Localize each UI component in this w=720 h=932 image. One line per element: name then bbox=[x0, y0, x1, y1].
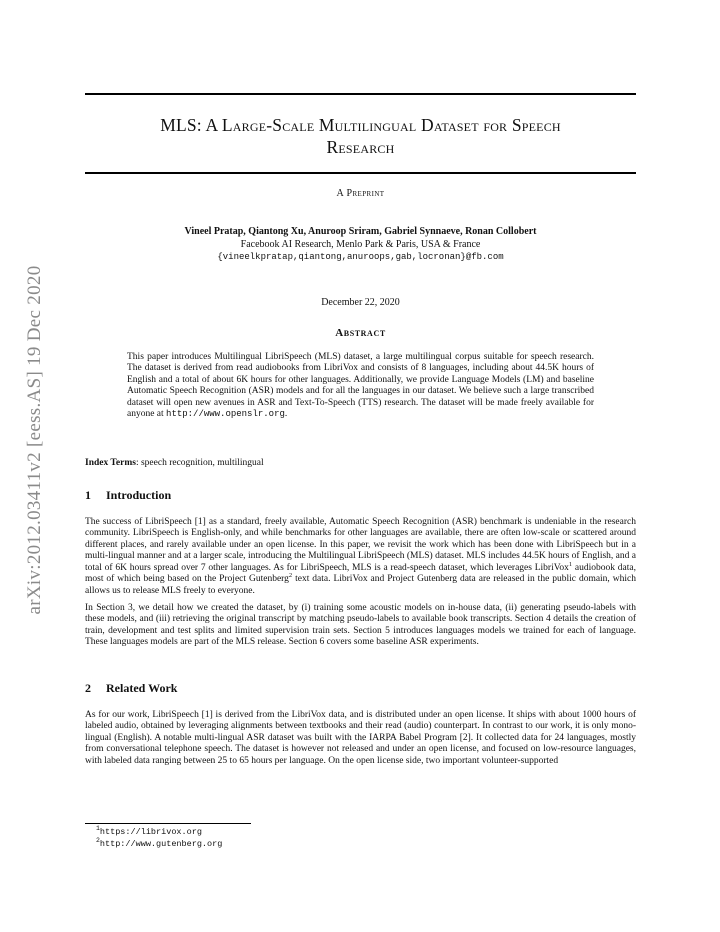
abstract-heading: Abstract bbox=[335, 327, 386, 339]
section-heading-related-work bbox=[85, 681, 177, 696]
abstract-url[interactable]: http://www.openslr.org bbox=[166, 409, 285, 420]
footnote-url[interactable]: http://www.gutenberg.org bbox=[99, 839, 223, 849]
author-emails: {vineelkpratap,qiantong,anuroops,gab,locronan}@fb.com bbox=[217, 252, 504, 262]
footnote-number: 2 bbox=[96, 837, 100, 845]
footnote-ref-2[interactable]: 2 bbox=[288, 572, 293, 580]
section-title: Related Work bbox=[106, 681, 178, 695]
intro-p1-part-b: audiobook data, most of which being based on the Project Gutenberg bbox=[85, 562, 636, 585]
section-heading-introduction bbox=[85, 488, 171, 503]
intro-paragraph-1 bbox=[85, 517, 636, 597]
abstract-text: This paper introduces Multilingual LibriSpeech (MLS) dataset, a large multilingual corpus suitable for speech research. The dataset is derived from read audiobooks from LibriVox and consists of 8 languages, including about 44.5K hours of English and a total of about 6K hours for other languages. Additionally, we provide Language Models (LM) and baseline Automatic Speech Recognition (ASR) models and for all the languages in our dataset. We believe such a large transcribed dataset will open new avenues in ASR and Text-To-Speech (TTS) research. The dataset will be made freely available for anyone at bbox=[127, 352, 594, 420]
title-line-1: MLS: A Large-Scale Multilingual Dataset for Speech bbox=[160, 115, 561, 135]
footnote-url[interactable]: https://librivox.org bbox=[99, 827, 202, 837]
index-terms-label: Index Terms bbox=[85, 458, 136, 468]
footnote-divider bbox=[85, 823, 251, 824]
footnote-1 bbox=[96, 826, 222, 838]
author-names: Vineel Pratap, Qiantong Xu, Anuroop Sriram, Gabriel Synnaeve, Ronan Collobert bbox=[184, 226, 537, 237]
author-block bbox=[85, 226, 636, 264]
footnotes bbox=[96, 826, 222, 850]
section-number: 2 bbox=[85, 681, 91, 695]
footnote-number: 1 bbox=[96, 825, 100, 833]
footnote-ref-1[interactable]: 1 bbox=[568, 560, 573, 568]
intro-p1-part-c: text data. LibriVox and Project Gutenberg data are released in the public domain, which allows us to release MLS freely to everyone. bbox=[85, 574, 636, 596]
related-paragraph-1: As for our work, LibriSpeech [1] is derived from the LibriVox data, and is distributed under an open license. It ships with about 1000 hours of labeled audio, obtained by leveraging alignments between textbooks and their read (audio) counterpart. In contrast to our work, it is only mono-lingual (English). A notable multi-lingual ASR dataset was built with the IARPA Babel Program [2]. It collected data for 24 languages, mostly from conversational telephone speech. The dataset is however not released and under an open license, and focused on low-resource languages, with labeled data ranging between 25 to 65 hours per language. On the open license side, two important volunteer-supported bbox=[85, 710, 636, 766]
intro-p1-part-a: The success of LibriSpeech [1] as a standard, freely available, Automatic Speech Recognition (ASR) benchmark is undeniable in the research community. LibriSpeech is English-only, and while benchmarks for other languages are available, there are often low-scale or scattered around different places, and rarely available under an open license. In this paper, we revisit the work which has been done with LibriSpeech but in a multi-lingual manner and at a larger scale, introducing the Multilingual LibriSpeech (MLS) dataset. MLS includes 44.5K hours of English, and a total of 6K hours spread over 7 other languages. As for LibriSpeech, MLS is a read-speech dataset, which leverages LibriVox bbox=[85, 517, 636, 573]
section-number: 1 bbox=[85, 488, 91, 502]
title-top-rule bbox=[85, 93, 636, 95]
abstract-end: . bbox=[284, 409, 288, 420]
abstract-body bbox=[127, 352, 594, 420]
index-terms bbox=[85, 458, 636, 468]
arxiv-stamp: arXiv:2012.03411v2 [eess.AS] 19 Dec 2020 bbox=[24, 265, 45, 615]
paper-title bbox=[85, 114, 636, 158]
index-terms-text: : speech recognition, multilingual bbox=[135, 458, 264, 468]
paper-date: December 22, 2020 bbox=[321, 297, 400, 308]
title-line-2: Research bbox=[326, 137, 395, 157]
intro-paragraph-2: In Section 3, we detail how we created the dataset, by (i) training some acoustic models on in-house data, (ii) generating pseudo-labels with these models, and (iii) retrieving the original transcript by matching pseudo-labels to available book transcripts. Section 4 details the creation of train, development and test splits and limited supervision train sets. Section 5 introduces languages models we trained for each of language. These languages models are part of the MLS release. Section 6 covers some baseline ASR experiments. bbox=[85, 603, 636, 648]
preprint-label: A Preprint bbox=[336, 188, 385, 199]
title-bottom-rule bbox=[85, 172, 636, 174]
footnote-2 bbox=[96, 838, 222, 850]
author-affiliation: Facebook AI Research, Menlo Park & Paris, USA & France bbox=[240, 238, 481, 250]
section-title: Introduction bbox=[106, 488, 172, 502]
